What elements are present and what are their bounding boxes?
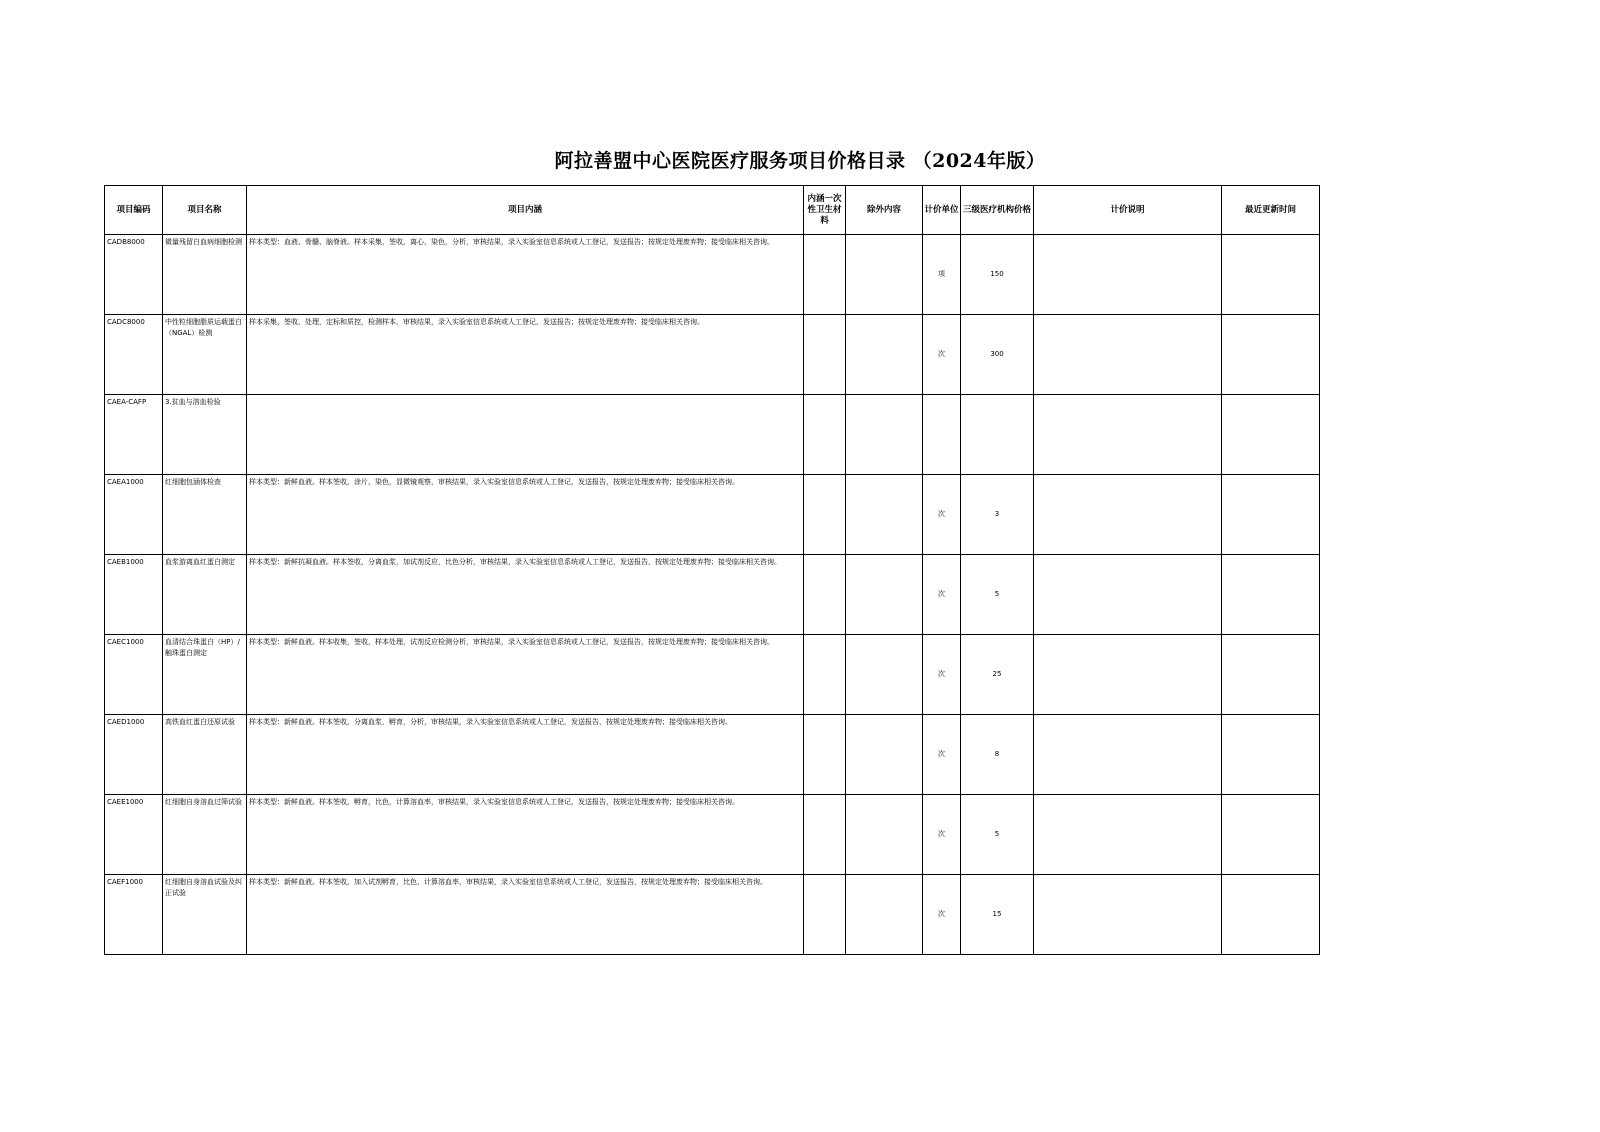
table-row	[105, 555, 1320, 635]
cell-unit: 次	[923, 635, 961, 715]
table-row	[105, 875, 1320, 955]
cell-unit: 次	[923, 475, 961, 555]
cell-updated	[1222, 795, 1320, 875]
cell-name: 3.贫血与溶血检验	[163, 395, 247, 475]
cell-price: 5	[961, 555, 1034, 635]
cell-name: 红细胞自身溶血过筛试验	[163, 795, 247, 875]
cell-price: 150	[961, 235, 1034, 315]
cell-content: 样本类型：新鲜抗凝血液。样本签收，分离血浆，加试剂反应，比色分析，审核结果，录入实验室信息系统或人工登记，发送报告，按规定处理废弃物；接受临床相关咨询。	[247, 555, 804, 635]
header-content: 项目内涵	[247, 186, 804, 235]
table-row	[105, 795, 1320, 875]
cell-excluded	[846, 395, 923, 475]
cell-content: 样本采集，签收，处理，定标和质控，检测样本，审核结果，录入实验室信息系统或人工登记，发送报告；按规定处理废弃物；接受临床相关咨询。	[247, 315, 804, 395]
cell-materials	[804, 235, 846, 315]
cell-note	[1034, 795, 1222, 875]
cell-materials	[804, 555, 846, 635]
table-row	[105, 315, 1320, 395]
header-excluded: 除外内容	[846, 186, 923, 235]
cell-code: CAEF1000	[105, 875, 163, 955]
cell-code: CADB8000	[105, 235, 163, 315]
cell-name: 中性粒细胞脂质运载蛋白（NGAL）检测	[163, 315, 247, 395]
header-code: 项目编码	[105, 186, 163, 235]
cell-note	[1034, 875, 1222, 955]
table-row	[105, 635, 1320, 715]
cell-note	[1034, 555, 1222, 635]
table-row	[105, 395, 1320, 475]
cell-materials	[804, 315, 846, 395]
cell-code: CADC8000	[105, 315, 163, 395]
cell-note	[1034, 635, 1222, 715]
cell-excluded	[846, 555, 923, 635]
cell-updated	[1222, 235, 1320, 315]
cell-name: 血清结合珠蛋白（HP）/触珠蛋白测定	[163, 635, 247, 715]
cell-materials	[804, 395, 846, 475]
header-note: 计价说明	[1034, 186, 1222, 235]
header-name: 项目名称	[163, 186, 247, 235]
table-row	[105, 475, 1320, 555]
cell-excluded	[846, 875, 923, 955]
header-materials: 内涵一次性卫生材料	[804, 186, 846, 235]
cell-note	[1034, 235, 1222, 315]
cell-unit: 次	[923, 715, 961, 795]
cell-note	[1034, 715, 1222, 795]
price-table	[104, 185, 1320, 955]
header-unit: 计价单位	[923, 186, 961, 235]
cell-price: 3	[961, 475, 1034, 555]
table-row	[105, 235, 1320, 315]
cell-code: CAEB1000	[105, 555, 163, 635]
cell-name: 红细胞自身溶血试验及纠正试验	[163, 875, 247, 955]
cell-content: 样本类型：新鲜血液。样本签收，分离血浆，孵育，分析，审核结果，录入实验室信息系统或人工登记，发送报告，按规定处理废弃物；接受临床相关咨询。	[247, 715, 804, 795]
cell-code: CAED1000	[105, 715, 163, 795]
cell-name: 微量残留白血病细胞检测	[163, 235, 247, 315]
cell-materials	[804, 875, 846, 955]
header-price: 三级医疗机构价格	[961, 186, 1034, 235]
cell-code: CAEC1000	[105, 635, 163, 715]
cell-excluded	[846, 635, 923, 715]
cell-excluded	[846, 475, 923, 555]
cell-note	[1034, 395, 1222, 475]
cell-materials	[804, 795, 846, 875]
cell-name: 高铁血红蛋白还原试验	[163, 715, 247, 795]
cell-unit: 次	[923, 315, 961, 395]
cell-content: 样本类型：血液、骨髓、脑脊液。样本采集，签收，离心，染色，分析，审核结果，录入实验室信息系统或人工登记，发送报告；按规定处理废弃物；接受临床相关咨询。	[247, 235, 804, 315]
cell-unit: 次	[923, 875, 961, 955]
cell-price	[961, 395, 1034, 475]
cell-excluded	[846, 315, 923, 395]
cell-price: 25	[961, 635, 1034, 715]
cell-code: CAEE1000	[105, 795, 163, 875]
cell-note	[1034, 315, 1222, 395]
cell-price: 300	[961, 315, 1034, 395]
cell-excluded	[846, 235, 923, 315]
cell-unit: 次	[923, 555, 961, 635]
cell-price: 5	[961, 795, 1034, 875]
header-updated: 最近更新时间	[1222, 186, 1320, 235]
cell-updated	[1222, 395, 1320, 475]
cell-unit: 次	[923, 795, 961, 875]
cell-unit	[923, 395, 961, 475]
cell-excluded	[846, 715, 923, 795]
cell-content: 样本类型：新鲜血液。样本签收，加入试剂孵育，比色，计算溶血率，审核结果，录入实验室信息系统或人工登记，发送报告，按规定处理废弃物；接受临床相关咨询。	[247, 875, 804, 955]
cell-content: 样本类型：新鲜血液。样本签收，孵育，比色，计算溶血率，审核结果，录入实验室信息系统或人工登记，发送报告，按规定处理废弃物；接受临床相关咨询。	[247, 795, 804, 875]
cell-updated	[1222, 875, 1320, 955]
cell-unit: 项	[923, 235, 961, 315]
cell-excluded	[846, 795, 923, 875]
cell-code: CAEA1000	[105, 475, 163, 555]
cell-content: 样本类型：新鲜血液。样本签收，涂片，染色，显微镜观察，审核结果，录入实验室信息系统或人工登记，发送报告，按规定处理废弃物；接受临床相关咨询。	[247, 475, 804, 555]
cell-note	[1034, 475, 1222, 555]
document-title: 阿拉善盟中心医院医疗服务项目价格目录 （2024年版）	[554, 150, 1046, 172]
cell-name: 血浆游离血红蛋白测定	[163, 555, 247, 635]
table-header-row	[105, 186, 1320, 235]
cell-materials	[804, 715, 846, 795]
cell-content: 样本类型：新鲜血液。样本收集，签收，样本处理，试剂反应检测分析，审核结果，录入实验室信息系统或人工登记，发送报告，按规定处理废弃物；接受临床相关咨询。	[247, 635, 804, 715]
cell-name: 红细胞包涵体检查	[163, 475, 247, 555]
table-row	[105, 715, 1320, 795]
cell-code: CAEA-CAFP	[105, 395, 163, 475]
cell-updated	[1222, 555, 1320, 635]
cell-materials	[804, 475, 846, 555]
cell-updated	[1222, 715, 1320, 795]
cell-updated	[1222, 635, 1320, 715]
cell-price: 15	[961, 875, 1034, 955]
cell-updated	[1222, 475, 1320, 555]
cell-price: 8	[961, 715, 1034, 795]
cell-updated	[1222, 315, 1320, 395]
cell-content	[247, 395, 804, 475]
cell-materials	[804, 635, 846, 715]
